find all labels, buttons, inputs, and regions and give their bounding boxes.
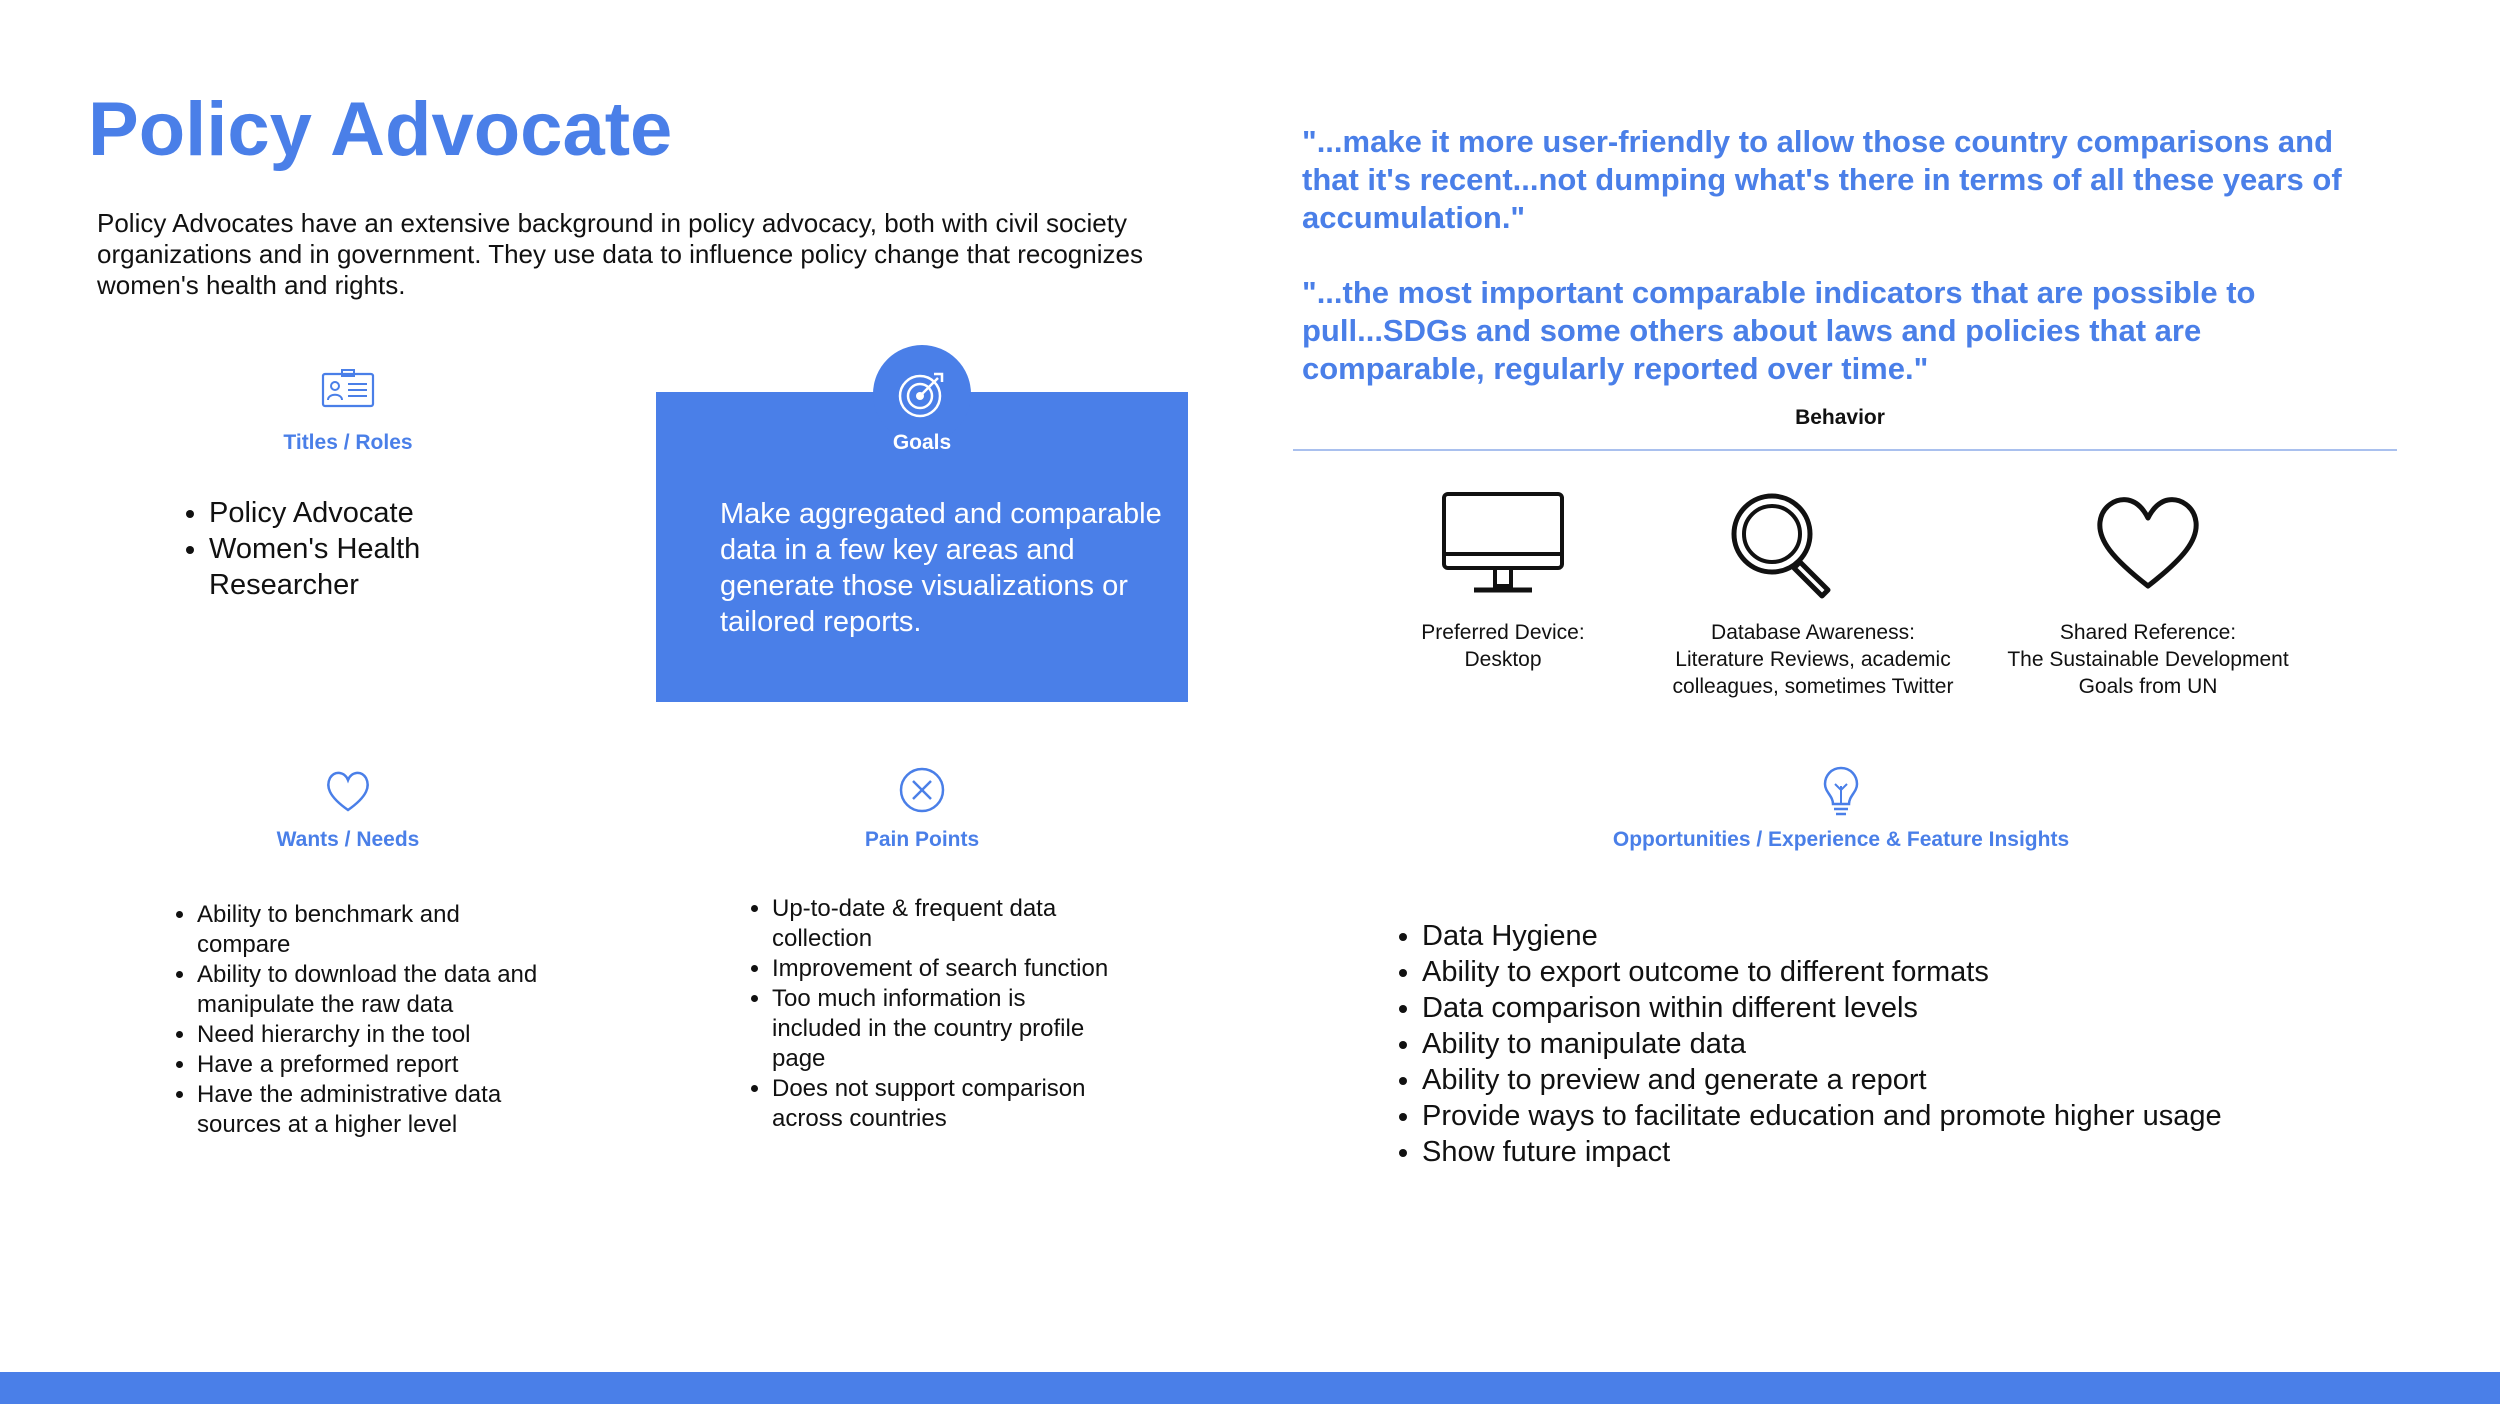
- roles-list: [175, 495, 469, 603]
- heart-icon: [2094, 496, 2202, 592]
- behavior-label: Behavior: [1795, 406, 1885, 429]
- lightbulb-icon: [1811, 760, 1871, 820]
- behavior-reference-title: Shared Reference:: [2059, 621, 2237, 644]
- list-item: • Ability to export outcome to different formats: [1422, 954, 2222, 990]
- quote-2: "...the most important comparable indicators that are possible to pull...SDGs and some others about laws and policies that are comparable, regularly reported over time.": [1302, 275, 2256, 386]
- behavior-database-value: Literature Reviews, academic colleagues, sometimes Twitter: [1672, 648, 1954, 698]
- list-item: • Ability to benchmark and compare: [197, 900, 497, 960]
- titles-roles-label: Titles / Roles: [283, 431, 413, 454]
- magnifier-icon: [1728, 490, 1838, 600]
- list-item: • Women's Health Researcher: [209, 531, 469, 603]
- intro-text: Policy Advocates have an extensive background in policy advocacy, both with civil society organizations and in government. They use data to influence policy change that recognizes women's health and rights.: [97, 208, 1143, 300]
- list-item: • Provide ways to facilitate education and promote higher usage: [1422, 1098, 2222, 1134]
- pain-points-list: [738, 894, 1192, 1134]
- list-item: • Need hierarchy in the tool: [197, 1020, 597, 1050]
- list-item: • Data comparison within different levels: [1422, 990, 2222, 1026]
- target-icon: [892, 364, 952, 424]
- list-item: • Data Hygiene: [1422, 918, 2222, 954]
- goals-text: Make aggregated and comparable data in a few key areas and generate those visualizations or tailored reports.: [720, 498, 1162, 638]
- behavior-reference-value: The Sustainable Development Goals from UN: [2007, 648, 2289, 698]
- behavior-device-caption: [1338, 619, 1668, 673]
- list-item: • Up-to-date & frequent data collection: [772, 894, 1102, 954]
- opportunities-label: Opportunities / Experience & Feature Insights: [1612, 828, 2070, 851]
- footer-bar: [0, 1372, 2500, 1404]
- behavior-reference-caption: [1983, 619, 2313, 700]
- behavior-database-caption: [1648, 619, 1978, 700]
- list-item: • Ability to preview and generate a report: [1422, 1062, 2222, 1098]
- list-item: • Have a preformed report: [197, 1050, 597, 1080]
- pain-points-label: Pain Points: [864, 828, 980, 851]
- divider: [1293, 449, 2397, 451]
- id-card-icon: [318, 360, 378, 420]
- desktop-monitor-icon: [1440, 490, 1566, 598]
- list-item: • Ability to manipulate data: [1422, 1026, 2222, 1062]
- behavior-device-value: Desktop: [1464, 648, 1542, 671]
- list-item: • Show future impact: [1422, 1134, 2222, 1170]
- list-item: • Does not support comparison across countries: [772, 1074, 1112, 1134]
- heart-outline-icon: [318, 760, 378, 820]
- goals-label: Goals: [892, 431, 952, 454]
- wants-needs-label: Wants / Needs: [276, 828, 420, 851]
- opportunities-list: [1388, 918, 2222, 1170]
- list-item: • Have the administrative data sources at a higher level: [197, 1080, 537, 1140]
- list-item: • Policy Advocate: [209, 495, 469, 531]
- circle-x-icon: [892, 760, 952, 820]
- behavior-device-title: Preferred Device:: [1421, 621, 1585, 644]
- quote-1: "...make it more user-friendly to allow those country comparisons and that it's recent...not dumping what's there in terms of all these years of accumulation.": [1302, 124, 2342, 235]
- wants-needs-list: [163, 900, 597, 1140]
- list-item: • Improvement of search function: [772, 954, 1192, 984]
- page-title: Policy Advocate: [88, 87, 673, 172]
- list-item: • Ability to download the data and manipulate the raw data: [197, 960, 567, 1020]
- list-item: • Too much information is included in the country profile page: [772, 984, 1102, 1074]
- behavior-database-title: Database Awareness:: [1711, 621, 1915, 644]
